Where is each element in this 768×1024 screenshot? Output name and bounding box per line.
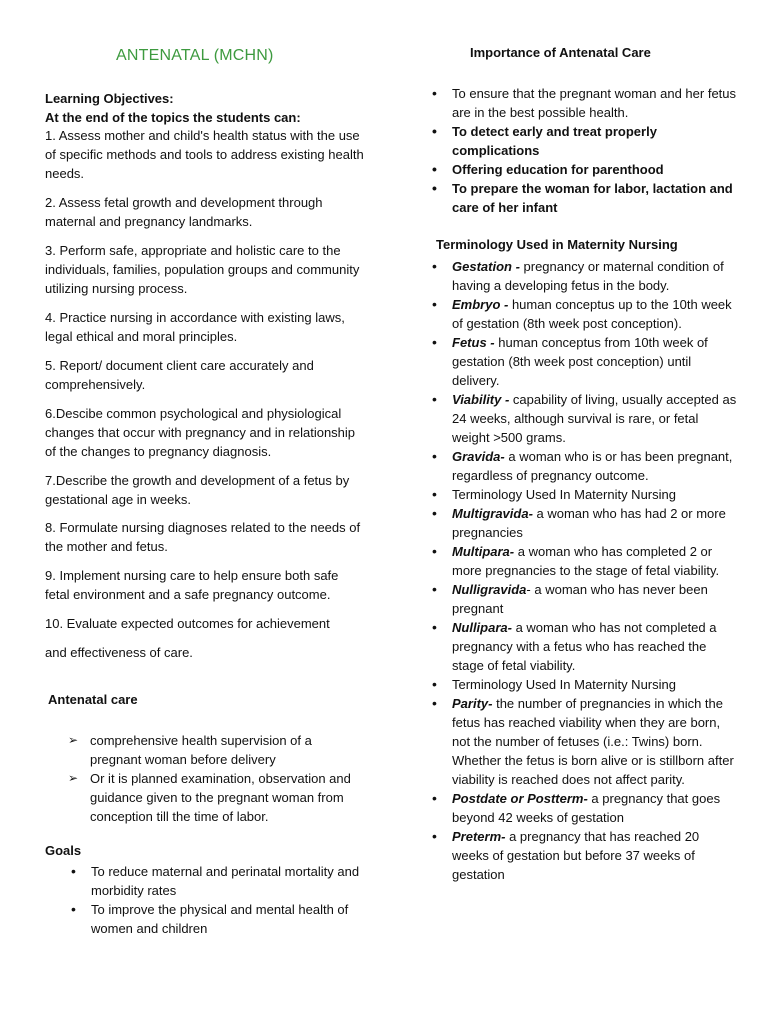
term-item (425, 827, 737, 884)
learning-objectives-heading: Learning Objectives: (45, 91, 174, 106)
term-item (425, 485, 737, 504)
term-definition: the number of pregnancies in which the fetus has reached viability when they are born, not the number of fetuses (i.e.: Twins) born. Whether the fetus is born alive or is stillborn after viability is reached does not affect parity. (452, 696, 734, 787)
term-definition: a woman who is or has been pregnant, regardless of pregnancy outcome. (452, 449, 733, 483)
term-name: Parity- (452, 696, 493, 711)
objective-item: 3. Perform safe, appropriate and holistic care to the individuals, families, population groups and community utilizing nursing process. (45, 243, 360, 296)
term-definition: a woman who has not completed a pregnancy with a fetus who has reached the stage of fetal viability. (452, 620, 717, 673)
learning-objectives-subheading: At the end of the topics the students can: (45, 110, 301, 125)
term-definition: a woman who has completed 2 or more pregnancies to the stage of fetal viability. (452, 544, 720, 578)
term-item (425, 542, 737, 580)
list-item: • To ensure that the pregnant woman and her fetus are in the best possible health. (425, 84, 737, 122)
term-definition: human conceptus up to the 10th week of gestation (8th week post conception). (452, 297, 732, 331)
terminology-heading: Terminology Used in Maternity Nursing (436, 237, 678, 252)
term-name: Nullipara- (452, 620, 512, 635)
term-name: Gestation - (452, 259, 520, 274)
antenatal-care-list (68, 731, 358, 826)
term-name: Gravida- (452, 449, 505, 464)
term-item (425, 675, 737, 694)
term-item (425, 257, 737, 295)
term-item (425, 694, 737, 789)
objective-item: 1. Assess mother and child's health status with the use of specific methods and tools to address existing health needs. (45, 128, 364, 181)
list-item: ➢ comprehensive health supervision of a pregnant woman before delivery (68, 731, 358, 769)
term-definition: capability of living, usually accepted as 24 weeks, although survival is rare, or fetal weight >500 grams. (452, 392, 737, 445)
term-name: Multigravida- (452, 506, 533, 521)
list-item: • Offering education for parenthood (425, 160, 737, 179)
term-definition: Terminology Used In Maternity Nursing (452, 487, 676, 502)
importance-heading: Importance of Antenatal Care (470, 45, 651, 60)
objective-item: and effectiveness of care. (45, 645, 193, 660)
term-item (425, 390, 737, 447)
term-name: Multipara- (452, 544, 515, 559)
term-item (425, 504, 737, 542)
term-item (425, 789, 737, 827)
antenatal-care-heading: Antenatal care (48, 692, 138, 707)
objective-item: 4. Practice nursing in accordance with existing laws, legal ethical and moral principles. (45, 310, 345, 344)
term-item (425, 618, 737, 675)
goals-heading: Goals (45, 843, 82, 858)
term-name: Fetus - (452, 335, 495, 350)
term-item (425, 447, 737, 485)
terminology-list (425, 257, 737, 884)
goals-list (64, 862, 364, 938)
term-definition: - a woman who has never been pregnant (452, 582, 708, 616)
document-title: ANTENATAL (MCHN) (116, 47, 274, 64)
list-item: ➢ Or it is planned examination, observation and guidance given to the pregnant woman from conception till the time of labor. (68, 769, 358, 826)
term-item (425, 295, 737, 333)
list-item: • To improve the physical and mental health of women and children (64, 900, 364, 938)
term-item (425, 333, 737, 390)
term-name: Viability - (452, 392, 510, 407)
term-item (425, 580, 737, 618)
term-name: Postdate or Postterm- (452, 791, 588, 806)
objective-item: 6.Descibe common psychological and physiological changes that occur with pregnancy and in relationship of the changes to pregnancy diagnosis. (45, 406, 356, 459)
objective-item: 5. Report/ document client care accurately and comprehensively. (45, 358, 314, 392)
term-definition: human conceptus from 10th week of gestation (8th week post conception) until delivery. (452, 335, 708, 388)
list-item: • To reduce maternal and perinatal mortality and morbidity rates (64, 862, 364, 900)
importance-list (425, 84, 737, 217)
term-definition: a woman who has had 2 or more pregnancies (452, 506, 726, 540)
term-name: Nulligravida (452, 582, 527, 597)
objective-item: 8. Formulate nursing diagnoses related to the needs of the mother and fetus. (45, 520, 361, 554)
term-definition: pregnancy or maternal condition of having a developing fetus in the body. (452, 259, 724, 293)
objective-item: 2. Assess fetal growth and development through maternal and pregnancy landmarks. (45, 195, 323, 229)
term-definition: Terminology Used In Maternity Nursing (452, 677, 676, 692)
objective-item: 10. Evaluate expected outcomes for achievement (45, 616, 330, 631)
term-definition: a pregnancy that goes beyond 42 weeks of gestation (452, 791, 721, 825)
objective-item: 9. Implement nursing care to help ensure both safe fetal environment and a safe pregnancy outcome. (45, 568, 339, 602)
list-item: • To detect early and treat properly complications (425, 122, 737, 160)
term-name: Preterm- (452, 829, 506, 844)
term-definition: a pregnancy that has reached 20 weeks of gestation but before 37 weeks of gestation (452, 829, 700, 882)
term-name: Embryo - (452, 297, 509, 312)
objective-item: 7.Describe the growth and development of a fetus by gestational age in weeks. (45, 473, 350, 507)
list-item: • To prepare the woman for labor, lactation and care of her infant (425, 179, 737, 217)
